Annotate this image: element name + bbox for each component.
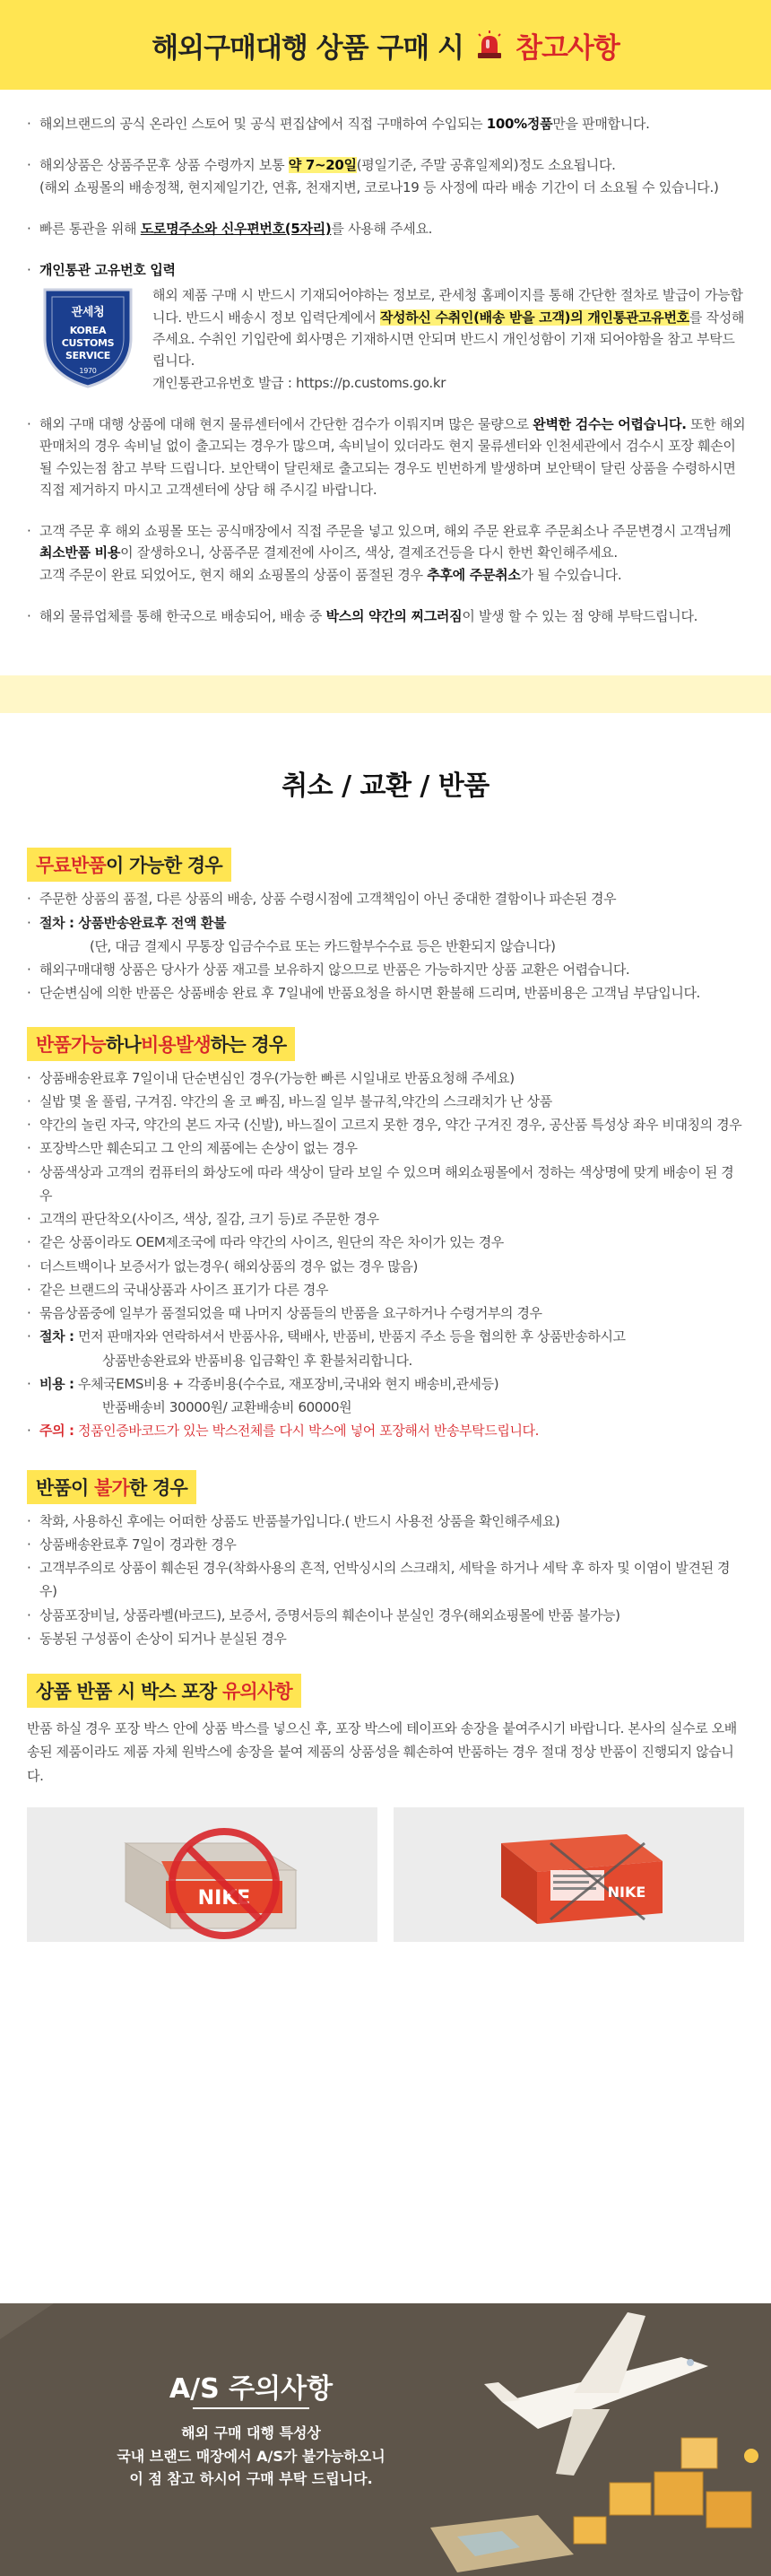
list-text: 상품배송완료후 7일이 경과한 경우	[39, 1536, 237, 1553]
list-item: · 고객부주의로 상품이 훼손된 경우(착화사용의 흔적, 언박싱시의 스크래치, 세탁을 하거나 세탁 후 하자 및 이염이 발견된 경우)	[27, 1556, 744, 1604]
notice-item: · 고객 주문 후 해외 쇼핑몰 또는 공식매장에서 직접 주문을 넣고 있으며, 해외 주문 완료후 주문최소나 주문변경시 고객님께 최소반품 비용이 잘생하오니, 상품주문 결제전에 사이즈, 색상, 결제조건등을 다시 한번 확인해주세요. 고객 주문이 완료 되었어도, 현지 해외 쇼핑몰의 상품이 품절된 경우 추후에 주문취소가 될 수있습니다.	[27, 523, 732, 583]
list-item: · 같은 상품이라도 OEM제조국에 따라 약간의 사이즈, 원단의 작은 차이가 있는 경우	[27, 1231, 744, 1254]
proc-key: 절차 :	[39, 1328, 74, 1345]
notice-strong: 완벽한 검수는 어렵습니다.	[533, 415, 687, 432]
notice-item: · 해외상품은 상품주문후 상품 수령까지 보통 약 7~20일(평일기준, 주말 공휴일제외)정도 소요됩니다. (해외 쇼핑몰의 배송정책, 현지제일기간, 연휴, 천재지변, 코로나19 등 사정에 따라 배송 기간이 더 소요될 수 있습니다.)	[27, 157, 719, 196]
note-text: 정품인증바코드가 있는 박스전체를 다시 박스에 넣어 포장해서 반송부탁드립니다.	[77, 1423, 539, 1440]
label-key: 반품가능	[36, 1033, 106, 1056]
list-text: 해외구매대행 상품은 당사가 상품 재고를 보유하지 않으므로 반품은 가능하지만 상품 교환은 어렵습니다.	[39, 962, 630, 979]
list-text: 더스트백이나 보증서가 없는경우( 해외상품의 경우 없는 경우 많음)	[39, 1258, 418, 1275]
list-subitem: 반품배송비 30000원/ 교환배송비 60000원	[102, 1399, 352, 1416]
list-text: 묶음상품중에 일부가 품절되었을 때 나머지 상품들의 반품을 요구하거나 수령거부의 경우	[39, 1305, 542, 1322]
list-item: · 상품배송완료후 7일이 경과한 경우	[27, 1533, 744, 1556]
list-text: 고객의 판단착오(사이즈, 색상, 질감, 크기 등)로 주문한 경우	[39, 1211, 379, 1228]
notice-text: 만을 판매합니다.	[552, 116, 650, 132]
notice-text: 해외상품은 상품주문후 상품 수령까지 보통	[39, 157, 285, 174]
paid-return-label	[27, 1027, 295, 1061]
notice-strong: 100%정품	[486, 116, 553, 132]
notice-strong: 최소반품 비용	[39, 544, 121, 561]
list-text: 우체국EMS비용 + 각종비용(수수료, 재포장비,국내와 현지 배송비,관세등)	[77, 1375, 499, 1392]
label-key: 비용발생	[140, 1033, 211, 1056]
notice-list	[0, 90, 771, 627]
list-item: · 같은 브랜드의 국내상품과 사이즈 표기가 다른 경우	[27, 1278, 744, 1301]
badge-line: SERVICE	[65, 350, 110, 362]
list-text: 고객부주의로 상품이 훼손된 경우(착화사용의 흔적, 언박싱시의 스크래치, 세탁을 하거나 세탁 후 하자 및 이염이 발견된 경우)	[39, 1560, 731, 1600]
free-return-label	[27, 848, 231, 882]
notice-text: 가 될 수있습니다.	[520, 566, 622, 583]
free-return-list	[27, 887, 744, 1005]
label-rest: 상품 반품 시 박스 포장	[36, 1681, 217, 1703]
list-text: 단순변심에 의한 반품은 상품배송 완료 후 7일내에 반품요청을 하시면 환불해 드리며, 반품비용은 고객님 부담입니다.	[39, 985, 700, 1002]
notice-text: 해외 구매 대행 상품에 대해 현지 물류센터에서 간단한 검수가 이뤄지며 많은 물량으로	[39, 415, 529, 432]
notice-text: 빠른 통관을 위해	[39, 220, 137, 237]
list-text: 주문한 상품의 품절, 다른 상품의 배송, 상품 수령시점에 고객책임이 아닌 중대한 결함이나 파손된 경우	[39, 891, 617, 908]
as-notice-banner	[0, 2303, 771, 2576]
list-text: 같은 브랜드의 국내상품과 사이즈 표기가 다른 경우	[39, 1281, 329, 1298]
list-text: 절차 : 상품반송완료후 전액 환불	[39, 914, 227, 931]
customs-heading: 개인통관 고유번호 입력	[39, 262, 176, 279]
list-item: · 약간의 놀린 자국, 약간의 본드 자국 (신발), 바느질이 고르지 못한 경우, 약간 구겨진 경우, 공산품 특성상 좌우 비대칭의 경우	[27, 1113, 744, 1136]
list-item: · 상품색상과 고객의 컴퓨터의 화상도에 따라 색상이 달라 보일 수 있으며 해외쇼핑몰에서 정하는 색상명에 맞게 배송이 된 경우	[27, 1161, 744, 1208]
label-rest: 이 가능한 경우	[105, 855, 222, 877]
label-key: 불가	[93, 1476, 129, 1499]
box-packing-images	[27, 1807, 744, 1942]
notice-item: · 해외 구매 대행 상품에 대해 현지 물류센터에서 간단한 검수가 이뤄지며 많은 물량으로 완벽한 검수는 어렵습니다. 또한 해외 판매처의 경우 속비닐 없이 출고되는 경우가 많으며, 속비닐이 있더라도 현지 물류센터와 인천세관에서 검수시 포장 훼손이 될 수있는점 참고 부탁 드립니다. 보안택이 달린채로 출고되는 경우도 빈번하게 발생하며 보안택이 달린 상품을 수령하시면 직접 제거하지 마시고 고객센터에 상담 해 주시길 바랍니다.	[27, 415, 746, 498]
nike-box-icon	[27, 1807, 377, 1942]
nike-logo: NIKE	[607, 1883, 646, 1901]
notice-text: 해외브랜드의 공식 온라인 스토어 및 공식 편집샵에서 직접 구매하여 수입되는	[39, 116, 483, 132]
notice-text: 고객 주문 후 해외 쇼핑몰 또는 공식매장에서 직접 주문을 넣고 있으며, 해외 주문 완료후 주문최소나 주문변경시 고객님께	[39, 523, 732, 540]
list-text: 상품포장비닐, 상품라벨(바코드), 보증서, 증명서등의 훼손이나 분실인 경우(해외쇼핑몰에 반품 불가능)	[39, 1606, 620, 1623]
list-text: 착화, 사용하신 후에는 어떠한 상품도 반품불가입니다.( 반드시 사용전 상품을 확인해주세요)	[39, 1512, 560, 1529]
box-packing-text: 반품 하실 경우 포장 박스 안에 상품 박스를 넣으신 후, 포장 박스에 테이프와 송장을 붙여주시기 바랍니다. 본사의 실수로 오배송된 제품이라도 제품 자체 원박스에 송장을 붙여 제품의 상품성을 훼손하여 반품하는 경우 절대 정상 반품이 진행되지 않습니다.	[27, 1720, 737, 1784]
siren-icon	[474, 30, 505, 60]
list-item: · 해외구매대행 상품은 당사가 상품 재고를 보유하지 않으므로 반품은 가능하지만 상품 교환은 어렵습니다.	[27, 958, 744, 981]
list-item: · 주문한 상품의 품절, 다른 상품의 배송, 상품 수령시점에 고객책임이 아닌 중대한 결함이나 파손된 경우	[27, 887, 744, 910]
list-subitem: (단, 대금 결제시 무통장 입금수수료 또는 카드할부수수료 등은 반환되지 않습니다)	[90, 937, 556, 954]
notice-item: · 해외브랜드의 공식 온라인 스토어 및 공식 편집샵에서 직접 구매하여 수입되는 100%정품만을 판매합니다.	[27, 116, 650, 132]
notice-text: 해외 제품 구매 시 반드시 기재되어야하는 정보로, 관세청 홈페이지를 통해 간단한 절차로 발급이 가능합니다. 반드시 배송시 정보 입력단계에서	[152, 287, 743, 326]
list-text: 동봉된 구성품이 손상이 되거나 분실된 경우	[39, 1630, 287, 1647]
list-item: · 절차 : 상품반송완료후 전액 환불	[27, 911, 744, 935]
notice-text: 이 발생 할 수 있는 점 양해 부탁드립니다.	[462, 608, 698, 625]
notice-text: (해외 쇼핑몰의 배송정책, 현지제일기간, 연휴, 천재지변, 코로나19 등 사정에 따라 배송 기간이 더 소요될 수 있습니다.)	[39, 178, 719, 196]
notice-item: · 빠른 통관을 위해 도로명주소와 신우편번호(5자리)를 사용해 주세요.	[27, 220, 433, 237]
list-item: · 주의 : 정품인증바코드가 있는 박스전체를 다시 박스에 넣어 포장해서 반송부탁드립니다.	[27, 1423, 539, 1440]
label-rest: 하나	[105, 1033, 141, 1056]
notice-strong: 추후에 주문취소	[427, 566, 521, 583]
notice-underline: 도로명주소와 신우편번호(5자리)	[140, 220, 332, 237]
list-item: · 포장박스만 훼손되고 그 안의 제품에는 손상이 없는 경우	[27, 1136, 744, 1160]
badge-top: 관세청	[71, 306, 105, 320]
notice-text: 이 잘생하오니, 상품주문 결제전에 사이즈, 색상, 결제조건등을 다시 한번 확인해주세요.	[120, 544, 618, 561]
list-item: · 더스트백이나 보증서가 없는경우( 해외상품의 경우 없는 경우 많음)	[27, 1255, 744, 1278]
box-inside-image	[27, 1807, 377, 1942]
as-description	[0, 2422, 502, 2491]
as-line: 국내 브랜드 매장에서 A/S가 불가능하오니	[117, 2447, 386, 2465]
list-subitem: 상품반송완료와 반품비용 입금확인 후 환불처리합니다.	[102, 1352, 412, 1369]
list-item: · 착화, 사용하신 후에는 어떠한 상품도 반품불가입니다.( 반드시 사용전 상품을 확인해주세요)	[27, 1510, 744, 1533]
label-rest: 반품이	[36, 1476, 89, 1499]
box-taped-image	[394, 1807, 744, 1942]
label-key: 무료반품	[36, 855, 106, 877]
list-item: · 묶음상품중에 일부가 품절되었을 때 나머지 상품들의 반품을 요구하거나 수령거부의 경우	[27, 1301, 744, 1325]
list-item: · 실밥 몇 올 풀림, 구겨짐. 약간의 올 코 빠짐, 바느질 일부 불규칙,약간의 스크래치가 난 상품	[27, 1090, 744, 1113]
label-rest: 하는 경우	[210, 1033, 287, 1056]
list-text: 상품색상과 고객의 컴퓨터의 화상도에 따라 색상이 달라 보일 수 있으며 해외쇼핑몰에서 정하는 색상명에 맞게 배송이 된 경우	[39, 1163, 734, 1204]
as-title: A/S 주의사항	[169, 2373, 334, 2405]
customs-badge	[39, 284, 136, 388]
taped-box-icon	[394, 1807, 744, 1942]
as-line: 이 점 참고 하시어 구매 부탁 드립니다.	[129, 2470, 373, 2488]
notice-text: (평일기준, 주말 공휴일제외)정도 소요됩니다.	[356, 157, 616, 174]
label-key: 유의사항	[221, 1681, 292, 1703]
list-item: · 고객의 판단착오(사이즈, 색상, 질감, 크기 등)로 주문한 경우	[27, 1207, 744, 1231]
notice-highlight: 작성하신 수취인(배송 받을 고객)의 개인통관고유번호	[379, 309, 689, 326]
nike-logo: NIKE	[197, 1886, 251, 1910]
list-text: 실밥 몇 올 풀림, 구겨짐. 약간의 올 코 빠짐, 바느질 일부 불규칙,약간의 스크래치가 난 상품	[39, 1092, 552, 1110]
badge-line: CUSTOMS	[61, 337, 115, 350]
list-item: · 상품포장비닐, 상품라벨(바코드), 보증서, 증명서등의 훼손이나 분실인 경우(해외쇼핑몰에 반품 불가능)	[27, 1604, 744, 1627]
list-text: 상품배송완료후 7일이내 단순변심인 경우(가능한 빠른 시일내로 반품요청해 주세요)	[39, 1069, 515, 1086]
notice-text: 또한 해외 판매처의 경우 속비닐 없이 출고되는 경우가 많으며, 속비닐이 있더라도 현지 물류센터와 인천세관에서 검수시 포장 훼손이 될 수있는점 참고 부탁 드립니다. 보안택이 달린채로 출고되는 경우도 빈번하게 발생하며 보안택이 달린 상품을 수령하시면 직접 제거하지 마시고 고객센터에 상담 해 주시길 바랍니다.	[39, 415, 746, 498]
notice-strong: 박스의 약간의 찌그러짐	[325, 608, 463, 625]
notice-text: 를 작성해주세요. 수취인 기입란에 회사명은 기재하시면 안되며 반드시 개인성함이 기재 되어야함을 참고 부탁드립니다.	[152, 309, 745, 370]
box-packing-label	[27, 1674, 301, 1708]
as-line: 해외 구매 대행 특성상	[181, 2424, 321, 2441]
customs-link[interactable]: 개인통관고유번호 발급 : https://p.customs.go.kr	[152, 374, 446, 391]
list-text: 약간의 놀린 자국, 약간의 본드 자국 (신발), 바느질이 고르지 못한 경우, 약간 구겨진 경우, 공산품 특성상 좌우 비대칭의 경우	[39, 1117, 742, 1134]
header-accent: 참고사항	[515, 31, 619, 65]
notice-highlight: 약 7~20일	[288, 157, 357, 174]
notice-text: 고객 주문이 완료 되었어도, 현지 해외 쇼핑몰의 상품이 품절된 경우	[39, 566, 423, 583]
section-divider	[0, 675, 771, 713]
section-title: 취소 / 교환 / 반품	[282, 770, 489, 803]
badge-year: 1970	[79, 367, 97, 376]
notice-item: · 해외 물류업체를 통해 한국으로 배송되어, 배송 중 박스의 약간의 찌그러짐이 발생 할 수 있는 점 양해 부탁드립니다.	[27, 608, 698, 625]
list-item: · 단순변심에 의한 반품은 상품배송 완료 후 7일내에 반품요청을 하시면 환불해 드리며, 반품비용은 고객님 부담입니다.	[27, 981, 744, 1005]
note-key: 주의 :	[39, 1423, 74, 1440]
list-item: · 상품배송완료후 7일이내 단순변심인 경우(가능한 빠른 시일내로 반품요청해 주세요)	[27, 1066, 744, 1090]
notice-header	[0, 0, 771, 90]
cost-key: 비용 :	[39, 1375, 74, 1392]
no-return-list	[27, 1510, 744, 1651]
return-policy-section	[0, 763, 771, 1942]
list-text: 포장박스만 훼손되고 그 안의 제품에는 손상이 없는 경우	[39, 1140, 358, 1157]
header-title: 해외구매대행 상품 구매 시	[152, 31, 463, 65]
list-text: 먼저 판매자와 연락하셔서 반품사유, 택배사, 반품비, 반품지 주소 등을 협의한 후 상품반송하시고	[77, 1328, 626, 1345]
badge-line: KOREA	[69, 325, 107, 337]
as-title-underline	[193, 2407, 309, 2409]
list-item: · 절차 : 먼저 판매자와 연락하셔서 반품사유, 택배사, 반품비, 반품지 주소 등을 협의한 후 상품반송하시고	[27, 1328, 626, 1345]
list-text: 같은 상품이라도 OEM제조국에 따라 약간의 사이즈, 원단의 작은 차이가 있는 경우	[39, 1234, 504, 1251]
label-rest: 한 경우	[128, 1476, 187, 1499]
list-item: · 비용 : 우체국EMS비용 + 각종비용(수수료, 재포장비,국내와 현지 배송비,관세등)	[27, 1375, 499, 1392]
list-item: · 동봉된 구성품이 손상이 되거나 분실된 경우	[27, 1627, 744, 1650]
no-return-label	[27, 1470, 196, 1504]
notice-text: 해외 물류업체를 통해 한국으로 배송되어, 배송 중	[39, 608, 323, 625]
paid-return-list	[27, 1066, 744, 1443]
notice-item: · 개인통관 고유번호 입력 관세청 KOREA CUSTOMS SERVICE 1970 해외 제품 구매 시 반드시 기재되어야하는 정보로, 관세청 홈페이지를 통해 간단한 절차로 발급이 가능합니다. 반드시 배송시 정보 입력단계에서 작성하신 수취인(배송 받을 고객)의 개인통관고유번호를 작성해주세요. 수취인 기입란에 회사명은 기재하시면 안되며 반드시 개인성함이 기재 되어야함을 참고 부탁드립니다. 개인통관고유번호 발급 : https://p.customs.go.kr	[27, 262, 745, 391]
notice-text: 를 사용해 주세요.	[331, 220, 433, 237]
